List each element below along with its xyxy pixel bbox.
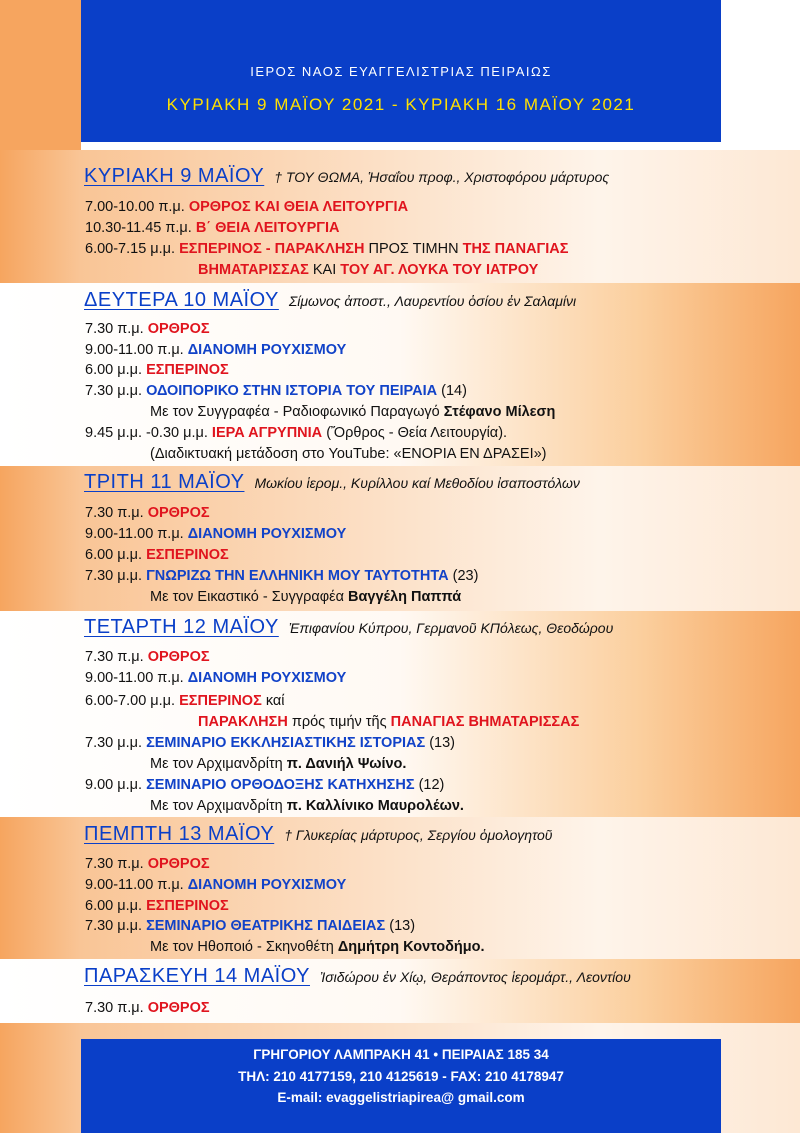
entry-number: (13) — [429, 735, 456, 751]
entry-speaker — [150, 588, 461, 606]
entry-number: (23) — [452, 568, 479, 584]
entry-time: 9.00-11.00 π.μ. — [85, 877, 184, 893]
schedule-entry — [85, 897, 229, 915]
schedule-entry — [85, 361, 229, 379]
stream-note: (Διαδικτυακή μετάδοση στο YouTube: «ΕΝΟΡΙΑ ΕΝ ΔΡΑΣΕΙ») — [150, 446, 547, 462]
entry-title: ΟΔΟΙΠΟΡΙΚΟ ΣΤΗΝ ΙΣΤΟΡΙΑ ΤΟΥ ΠΕΙΡΑΙΑ — [146, 383, 438, 399]
entry-time: 6.00 μ.μ. — [85, 898, 143, 914]
entry-time: 7.30 π.μ. — [85, 856, 144, 872]
schedule-entry — [85, 734, 455, 752]
schedule-entry — [85, 876, 346, 894]
speaker-name: π. Δανιήλ Ψωίνο. — [286, 756, 407, 772]
saints-of-day: † Γλυκερίας μάρτυρος, Σεργίου ὁμολογητοῦ — [284, 827, 553, 843]
entry-speaker — [150, 797, 464, 815]
speaker-name: Βαγγέλη Παππά — [348, 589, 462, 605]
entry-speaker — [150, 938, 485, 956]
footer-address: ΓΡΗΓΟΡΙΟΥ ΛΑΜΠΡΑΚΗ 41 • ΠΕΙΡΑΙΑΣ 185 34 — [253, 1047, 549, 1062]
schedule-entry — [85, 917, 415, 935]
schedule-entry — [85, 692, 285, 710]
entry-title: Β΄ ΘΕΙΑ ΛΕΙΤΟΥΡΓΙΑ — [195, 220, 340, 236]
entry-text: πρός τιμήν τῆς — [291, 714, 387, 730]
schedule-entry — [85, 567, 478, 585]
schedule-entry — [85, 382, 467, 400]
entry-title: ΕΣΠΕΡΙΝΟΣ — [146, 547, 229, 563]
schedule-entry — [85, 669, 346, 687]
entry-time: 6.00 μ.μ. — [85, 547, 143, 563]
schedule-entry-continued — [198, 261, 538, 279]
entry-text: ΚΑΙ — [312, 262, 337, 278]
schedule-entry — [85, 648, 210, 666]
entry-time: 7.00-10.00 π.μ. — [85, 199, 185, 215]
speaker-role: Με τον Συγγραφέα - Ραδιοφωνικό Παραγωγό — [150, 404, 440, 420]
entry-title: ΕΣΠΕΡΙΝΟΣ — [146, 362, 229, 378]
speaker-name: Στέφανο Μίλεση — [443, 404, 556, 420]
entry-title: ΓΝΩΡΙΖΩ ΤΗΝ ΕΛΛΗΝΙΚΗ ΜΟΥ ΤΑΥΤΟΤΗΤΑ — [146, 568, 449, 584]
day-name: ΠΕΜΠΤΗ 13 ΜΑΪΟΥ — [84, 823, 275, 845]
entry-time: 6.00-7.00 μ.μ. — [85, 693, 176, 709]
day-name: ΤΡΙΤΗ 11 ΜΑΪΟΥ — [84, 471, 245, 493]
entry-time: 9.00-11.00 π.μ. — [85, 526, 184, 542]
entry-time: 6.00 μ.μ. — [85, 362, 143, 378]
email-address: evaggelistriapirea@ gmail.com — [326, 1090, 525, 1105]
schedule-entry — [85, 198, 408, 216]
entry-time: 7.30 μ.μ. — [85, 383, 143, 399]
entry-text: καί — [265, 693, 285, 709]
speaker-role: Με τον Ηθοποιό - Σκηνοθέτη — [150, 939, 334, 955]
day-heading-wednesday — [84, 615, 613, 641]
day-name: ΚΥΡΙΑΚΗ 9 ΜΑΪΟΥ — [84, 165, 265, 187]
entry-title: ΟΡΘΡΟΣ ΚΑΙ ΘΕΙΑ ΛΕΙΤΟΥΡΓΙΑ — [188, 199, 409, 215]
entry-title: ΠΑΡΑΚΛΗΣΗ — [198, 714, 288, 730]
entry-title: ΤΗΣ ΠΑΝΑΓΙΑΣ — [462, 241, 569, 257]
entry-time: 6.00-7.15 μ.μ. — [85, 241, 176, 257]
schedule-entry — [85, 424, 507, 442]
entry-time: 7.30 π.μ. — [85, 505, 144, 521]
day-heading-monday — [84, 288, 576, 314]
schedule-entry — [85, 219, 339, 237]
decorative-band-top-left — [0, 0, 81, 150]
entry-speaker — [150, 403, 555, 421]
entry-time: 7.30 π.μ. — [85, 321, 144, 337]
header-box — [81, 0, 721, 142]
entry-speaker — [150, 755, 406, 773]
entry-title: ΣΕΜΙΝΑΡΙΟ ΘΕΑΤΡΙΚΗΣ ΠΑΙΔΕΙΑΣ — [146, 918, 386, 934]
saints-of-day: † ΤΟΥ ΘΩΜΑ, Ἡσαΐου προφ., Χριστοφόρου μάρτυρος — [274, 169, 610, 185]
entry-number: (13) — [389, 918, 416, 934]
entry-title: ΟΡΘΡΟΣ — [147, 649, 210, 665]
schedule-entry-continued — [198, 713, 579, 731]
entry-title: ΠΑΝΑΓΙΑΣ ΒΗΜΑΤΑΡΙΣΣΑΣ — [390, 714, 580, 730]
entry-title: ΒΗΜΑΤΑΡΙΣΣΑΣ — [198, 262, 309, 278]
date-range: ΚΥΡΙΑΚΗ 9 ΜΑΪΟΥ 2021 - ΚΥΡΙΑΚΗ 16 ΜΑΪΟΥ 2021 — [166, 95, 636, 114]
entry-time: 9.00-11.00 π.μ. — [85, 670, 184, 686]
entry-number: (14) — [441, 383, 467, 399]
entry-title: ΙΕΡΑ ΑΓΡΥΠΝΙΑ — [211, 425, 323, 441]
entry-time: 7.30 π.μ. — [85, 1000, 144, 1016]
entry-title: ΟΡΘΡΟΣ — [147, 1000, 210, 1016]
entry-title: ΕΣΠΕΡΙΝΟΣ — [179, 693, 262, 709]
speaker-role: Με τον Αρχιμανδρίτη — [150, 756, 283, 772]
decorative-band-top-right — [721, 0, 800, 150]
church-title: ΙΕΡΟΣ ΝΑΟΣ ΕΥΑΓΓΕΛΙΣΤΡΙΑΣ ΠΕΙΡΑΙΩΣ — [250, 64, 552, 79]
day-name: ΤΕΤΑΡΤΗ 12 ΜΑΪΟΥ — [84, 616, 279, 638]
entry-time: 7.30 μ.μ. — [85, 918, 143, 934]
entry-title: ΔΙΑΝΟΜΗ ΡΟΥΧΙΣΜΟΥ — [187, 342, 347, 358]
saints-of-day: Μωκίου ἱερομ., Κυρίλλου καί Μεθοδίου ἰσαποστόλων — [254, 475, 580, 491]
entry-number: (12) — [418, 777, 445, 793]
entry-title: ΤΟΥ ΑΓ. ΛΟΥΚΑ ΤΟΥ ΙΑΤΡΟΥ — [340, 262, 539, 278]
speaker-role: Με τον Αρχιμανδρίτη — [150, 798, 283, 814]
schedule-entry — [85, 855, 210, 873]
saints-of-day: Ἰσιδώρου ἐν Χίῳ, Θεράποντος ἱερομάρτ., Λεοντίου — [319, 969, 631, 985]
entry-title: ΣΕΜΙΝΑΡΙΟ ΕΚΚΛΗΣΙΑΣΤΙΚΗΣ ΙΣΤΟΡΙΑΣ — [146, 735, 426, 751]
schedule-entry — [85, 240, 568, 258]
schedule-entry — [85, 504, 210, 522]
speaker-name: Δημήτρη Κοντοδήμο. — [337, 939, 485, 955]
schedule-entry — [85, 776, 444, 794]
entry-text: ΠΡΟΣ ΤΙΜΗΝ — [368, 241, 459, 257]
entry-title: ΟΡΘΡΟΣ — [147, 321, 210, 337]
day-name: ΠΑΡΑΣΚΕΥΗ 14 ΜΑΪΟΥ — [84, 965, 310, 987]
footer-phones: ΤΗΛ: 210 4177159, 210 4125619 - FAX: 210 4178947 — [238, 1069, 564, 1084]
entry-title: ΕΣΠΕΡΙΝΟΣ - ΠΑΡΑΚΛΗΣΗ — [179, 241, 365, 257]
entry-title: ΔΙΑΝΟΜΗ ΡΟΥΧΙΣΜΟΥ — [187, 526, 347, 542]
entry-time: 9.00-11.00 π.μ. — [85, 342, 184, 358]
footer-contact-box — [81, 1039, 721, 1133]
saints-of-day: Ἐπιφανίου Κύπρου, Γερμανοῦ ΚΠόλεως, Θεοδώρου — [288, 620, 614, 636]
day-heading-thursday — [84, 822, 552, 848]
entry-title: ΣΕΜΙΝΑΡΙΟ ΟΡΘΟΔΟΞΗΣ ΚΑΤΗΧΗΣΗΣ — [146, 777, 415, 793]
footer-email-line — [81, 1090, 721, 1105]
entry-time: 7.30 μ.μ. — [85, 568, 143, 584]
entry-title: ΟΡΘΡΟΣ — [147, 505, 210, 521]
speaker-name: π. Καλλίνικο Μαυρολέων. — [286, 798, 464, 814]
speaker-role: Με τον Εικαστικό - Συγγραφέα — [150, 589, 344, 605]
entry-note: (Ὄρθρος - Θεία Λειτουργία). — [326, 425, 508, 441]
day-heading-sunday — [84, 164, 609, 190]
schedule-entry — [85, 546, 229, 564]
entry-stream-note — [150, 445, 547, 463]
entry-title: ΔΙΑΝΟΜΗ ΡΟΥΧΙΣΜΟΥ — [187, 877, 347, 893]
entry-title: ΟΡΘΡΟΣ — [147, 856, 210, 872]
day-heading-tuesday — [84, 470, 580, 496]
schedule-entry — [85, 999, 210, 1017]
schedule-entry — [85, 525, 346, 543]
entry-time: 10.30-11.45 π.μ. — [85, 220, 192, 236]
entry-time: 9.45 μ.μ. -0.30 μ.μ. — [85, 425, 208, 441]
entry-title: ΕΣΠΕΡΙΝΟΣ — [146, 898, 229, 914]
day-heading-friday — [84, 964, 631, 990]
entry-time: 9.00 μ.μ. — [85, 777, 143, 793]
email-label: E-mail: — [277, 1090, 323, 1105]
day-name: ΔΕΥΤΕΡΑ 10 ΜΑΪΟΥ — [84, 289, 279, 311]
schedule-entry — [85, 341, 346, 359]
entry-time: 7.30 μ.μ. — [85, 735, 143, 751]
schedule-entry — [85, 320, 210, 338]
entry-time: 7.30 π.μ. — [85, 649, 144, 665]
saints-of-day: Σίμωνος ἀποστ., Λαυρεντίου ὁσίου ἐν Σαλαμίνι — [288, 293, 577, 309]
entry-title: ΔΙΑΝΟΜΗ ΡΟΥΧΙΣΜΟΥ — [187, 670, 347, 686]
